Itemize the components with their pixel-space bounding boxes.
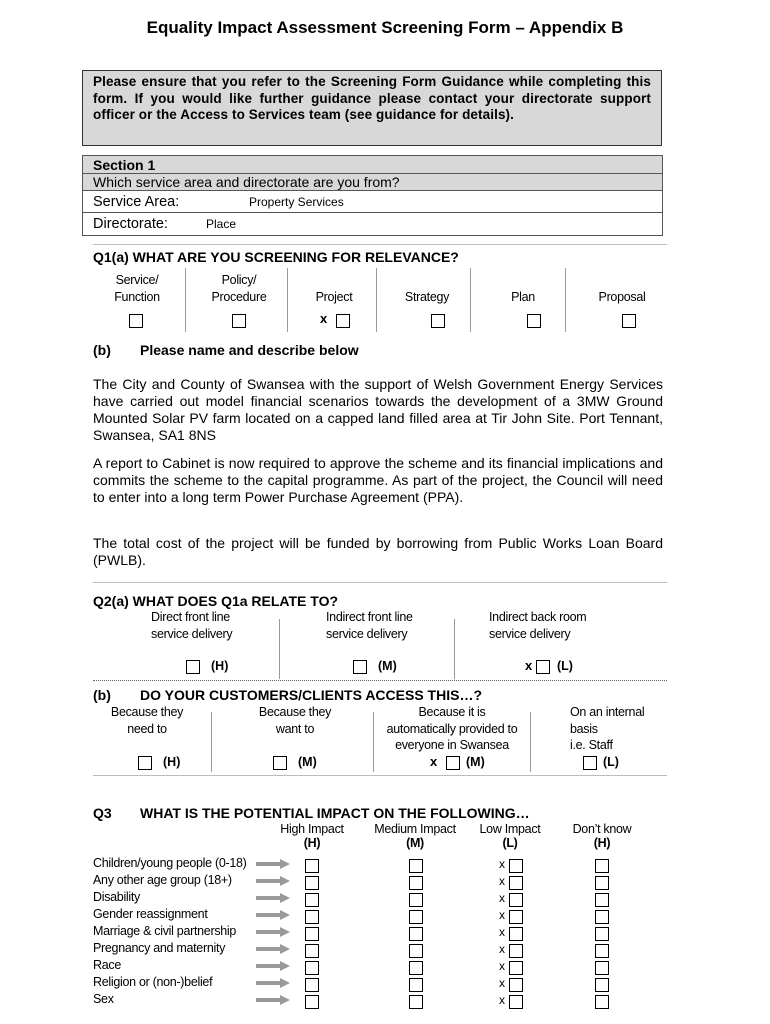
q2-option-label: service delivery [151, 626, 233, 641]
q1-option-label: Function [114, 289, 160, 304]
q3-checkbox-low[interactable] [509, 874, 523, 892]
q3-checkbox-low[interactable] [509, 908, 523, 926]
q3-checkbox-medium[interactable] [409, 874, 423, 892]
q1-heading: Q1(a) WHAT ARE YOU SCREENING FOR RELEVANCE? [93, 249, 459, 265]
q3-checkbox-high[interactable] [305, 993, 319, 1011]
q3-checkbox-high[interactable] [305, 908, 319, 926]
q3-checkbox-high[interactable] [305, 925, 319, 943]
q3-checkbox-medium[interactable] [409, 942, 423, 960]
divider [93, 775, 667, 776]
q3-column-medium [366, 822, 464, 850]
q3-checkbox-medium[interactable] [409, 993, 423, 1011]
q2b-option-label: i.e. Staff [570, 738, 613, 752]
directorate-row [83, 213, 662, 235]
q3-checkbox-low[interactable] [509, 925, 523, 943]
q2-option-back-room [489, 609, 586, 642]
q3-checkbox-dont-know[interactable] [595, 891, 609, 909]
q3-column-code: (M) [406, 836, 424, 850]
q2b-heading: DO YOUR CUSTOMERS/CLIENTS ACCESS THIS…? [140, 687, 482, 703]
q2b-option-internal [570, 704, 644, 754]
divider [93, 680, 667, 681]
q3-row-label: Any other age group (18+) [93, 873, 232, 887]
q1-option-proposal: Proposal [598, 290, 646, 304]
q3-checkbox-dont-know[interactable] [595, 857, 609, 875]
q3-checkbox-high[interactable] [305, 874, 319, 892]
q2-code-back-room: (L) [557, 659, 573, 673]
q2b-option-label: everyone in Swansea [395, 738, 509, 752]
section1-heading: Section 1 [83, 156, 662, 174]
q3-mark-low: x [499, 891, 505, 905]
q3-mark-low: x [499, 908, 505, 922]
q3-checkbox-dont-know[interactable] [595, 993, 609, 1011]
q3-checkbox-low[interactable] [509, 993, 523, 1011]
q1-checkbox-project[interactable] [336, 312, 350, 330]
q2-option-label: Direct front line [151, 610, 230, 624]
q3-row-label: Pregnancy and maternity [93, 941, 226, 955]
arrow-right-icon [256, 978, 290, 988]
q2b-option-automatic [377, 704, 527, 754]
q2b-checkbox-automatic[interactable] [446, 754, 460, 772]
q3-checkbox-medium[interactable] [409, 925, 423, 943]
q3-checkbox-dont-know[interactable] [595, 908, 609, 926]
q3-row-label: Disability [93, 890, 141, 904]
divider [287, 268, 288, 332]
q1b-label: (b) [93, 342, 111, 358]
page-title: Equality Impact Assessment Screening Form – Appendix B [146, 18, 624, 37]
q2b-option-need [100, 704, 194, 737]
q1-option-project: Project [315, 290, 353, 304]
q3-mark-low: x [499, 976, 505, 990]
q3-column-dont-know [560, 822, 644, 850]
q2b-code-automatic: (M) [466, 755, 485, 769]
divider [376, 268, 377, 332]
q3-column-name: Don’t know [572, 822, 632, 836]
q1-option-policy [198, 272, 280, 305]
q2-option-label: service delivery [489, 626, 571, 641]
q3-mark-low: x [499, 942, 505, 956]
q2b-mark-automatic: x [430, 754, 438, 769]
arrow-right-icon [256, 910, 290, 920]
q1-option-label: Procedure [211, 289, 267, 304]
q2b-option-label: On an internal [570, 705, 645, 719]
arrow-right-icon [256, 927, 290, 937]
q3-mark-low: x [499, 959, 505, 973]
divider [211, 712, 212, 772]
q3-column-code: (L) [502, 836, 518, 850]
q1-checkbox-strategy[interactable] [431, 312, 445, 330]
q3-column-high [270, 822, 354, 850]
q3-checkbox-dont-know[interactable] [595, 959, 609, 977]
service-area-field[interactable]: Property Services [249, 194, 344, 209]
divider [454, 619, 455, 679]
q2-option-direct [151, 609, 232, 642]
q3-column-low [470, 822, 550, 850]
service-area-row [83, 191, 662, 213]
q1b-heading: Please name and describe below [140, 342, 359, 358]
q3-checkbox-low[interactable] [509, 959, 523, 977]
q2-option-label: Indirect front line [326, 610, 413, 624]
q3-checkbox-high[interactable] [305, 959, 319, 977]
arrow-right-icon [256, 876, 290, 886]
q2-option-indirect-front [326, 609, 413, 642]
description-paragraph-3: The total cost of the project will be funded by borrowing from Public Works Loan Board (PWLB). [93, 535, 663, 568]
divider [185, 268, 186, 332]
q2-option-label: Indirect back room [489, 610, 587, 624]
q2b-label: (b) [93, 687, 111, 703]
q2-checkbox-indirect-front[interactable] [353, 658, 367, 676]
q2b-checkbox-internal[interactable] [583, 754, 597, 772]
q1-checkbox-proposal[interactable] [622, 312, 636, 330]
q2-heading: Q2(a) WHAT DOES Q1a RELATE TO? [93, 593, 339, 609]
q2b-checkbox-need[interactable] [138, 754, 152, 772]
q3-checkbox-high[interactable] [305, 942, 319, 960]
q1-checkbox-plan[interactable] [527, 312, 541, 330]
q2b-option-want [248, 704, 342, 737]
q3-mark-low: x [499, 925, 505, 939]
q1-option-label: Service/ [115, 273, 159, 287]
q3-checkbox-low[interactable] [509, 891, 523, 909]
q3-column-code: (H) [593, 836, 611, 850]
arrow-right-icon [256, 859, 290, 869]
q3-checkbox-dont-know[interactable] [595, 942, 609, 960]
q2-code-direct: (H) [211, 659, 229, 673]
q3-row-label: Children/young people (0-18) [93, 856, 247, 870]
guidance-box: Please ensure that you refer to the Screening Form Guidance while completing this form. If you would like further guidance please contact your directorate support officer or the Access to Services team (see guidance for details). [82, 70, 662, 146]
q3-mark-low: x [499, 874, 505, 888]
q2b-option-label: want to [275, 721, 315, 736]
q3-heading: WHAT IS THE POTENTIAL IMPACT ON THE FOLLOWING… [140, 805, 530, 821]
q1-mark-project: x [320, 311, 328, 326]
q1-option-strategy: Strategy [404, 290, 450, 304]
description-paragraph-1: The City and County of Swansea with the support of Welsh Government Energy Services have carried out model financial scenarios towards the development of a 3MW Ground Mounted Solar PV farm located on a capped land filled area at Tir John Site. Port Tennant, Swansea, SA1 8NS [93, 376, 663, 443]
q3-column-name: High Impact [280, 822, 344, 836]
q2-code-indirect-front: (M) [378, 659, 397, 673]
q2-checkbox-back-room[interactable] [536, 658, 550, 676]
divider [373, 712, 374, 772]
q2-checkbox-direct[interactable] [186, 658, 200, 676]
q3-checkbox-dont-know[interactable] [595, 925, 609, 943]
q3-checkbox-dont-know[interactable] [595, 874, 609, 892]
q3-checkbox-high[interactable] [305, 976, 319, 994]
q3-row-label: Race [93, 958, 121, 972]
directorate-field[interactable]: Place [206, 217, 237, 231]
q3-checkbox-low[interactable] [509, 976, 523, 994]
q3-checkbox-medium[interactable] [409, 908, 423, 926]
directorate-label: Directorate: [93, 216, 168, 232]
q2b-code-need: (H) [163, 755, 181, 769]
description-paragraph-2: A report to Cabinet is now required to approve the scheme and its financial implications and commits the scheme to the capital programme. As part of the project, the Council will need to enter into a long term Power Purchase Agreement (PPA). [93, 455, 663, 505]
q3-row-label: Religion or (non-)belief [93, 975, 213, 989]
q2b-code-want: (M) [298, 755, 317, 769]
q2-option-label: service delivery [326, 626, 408, 641]
q3-checkbox-medium[interactable] [409, 891, 423, 909]
divider [279, 619, 280, 679]
divider [470, 268, 471, 332]
q3-column-name: Low Impact [479, 822, 541, 836]
q1-checkbox-policy[interactable] [232, 312, 246, 330]
q2b-option-label: need to [127, 721, 167, 736]
q2b-option-label: Because they [258, 705, 332, 719]
q3-row-label: Gender reassignment [93, 907, 208, 921]
q3-checkbox-dont-know[interactable] [595, 976, 609, 994]
q3-mark-low: x [499, 857, 505, 871]
q2b-option-label: Because they [110, 705, 184, 719]
q2-mark-back-room: x [525, 658, 533, 673]
q1-option-service [98, 272, 176, 305]
q3-label: Q3 [93, 805, 112, 821]
q3-checkbox-medium[interactable] [409, 857, 423, 875]
divider [530, 712, 531, 772]
q3-mark-low: x [499, 993, 505, 1007]
arrow-right-icon [256, 961, 290, 971]
q3-column-name: Medium Impact [374, 822, 456, 836]
q3-checkbox-medium[interactable] [409, 959, 423, 977]
q3-checkbox-high[interactable] [305, 891, 319, 909]
arrow-right-icon [256, 944, 290, 954]
q1-checkbox-service[interactable] [129, 312, 143, 330]
q2b-checkbox-want[interactable] [273, 754, 287, 772]
q3-checkbox-medium[interactable] [409, 976, 423, 994]
divider [93, 582, 667, 583]
q3-row-label: Sex [93, 992, 114, 1006]
service-area-label: Service Area: [93, 193, 180, 210]
q1-option-label: Policy/ [221, 273, 257, 287]
section1-question: Which service area and directorate are you from? [83, 174, 662, 191]
divider [93, 244, 667, 245]
q3-row-label: Marriage & civil partnership [93, 924, 237, 938]
q2b-code-internal: (L) [603, 755, 619, 769]
q3-checkbox-high[interactable] [305, 857, 319, 875]
q3-column-code: (H) [303, 836, 321, 850]
divider [565, 268, 566, 332]
q2b-option-label: basis [570, 721, 598, 736]
q1-option-plan: Plan [511, 290, 535, 304]
arrow-right-icon [256, 995, 290, 1005]
q2b-option-label: Because it is [418, 705, 486, 719]
arrow-right-icon [256, 893, 290, 903]
section1-table [82, 155, 663, 236]
q3-checkbox-low[interactable] [509, 942, 523, 960]
q3-checkbox-low[interactable] [509, 857, 523, 875]
q2b-option-label: automatically provided to [386, 721, 518, 736]
